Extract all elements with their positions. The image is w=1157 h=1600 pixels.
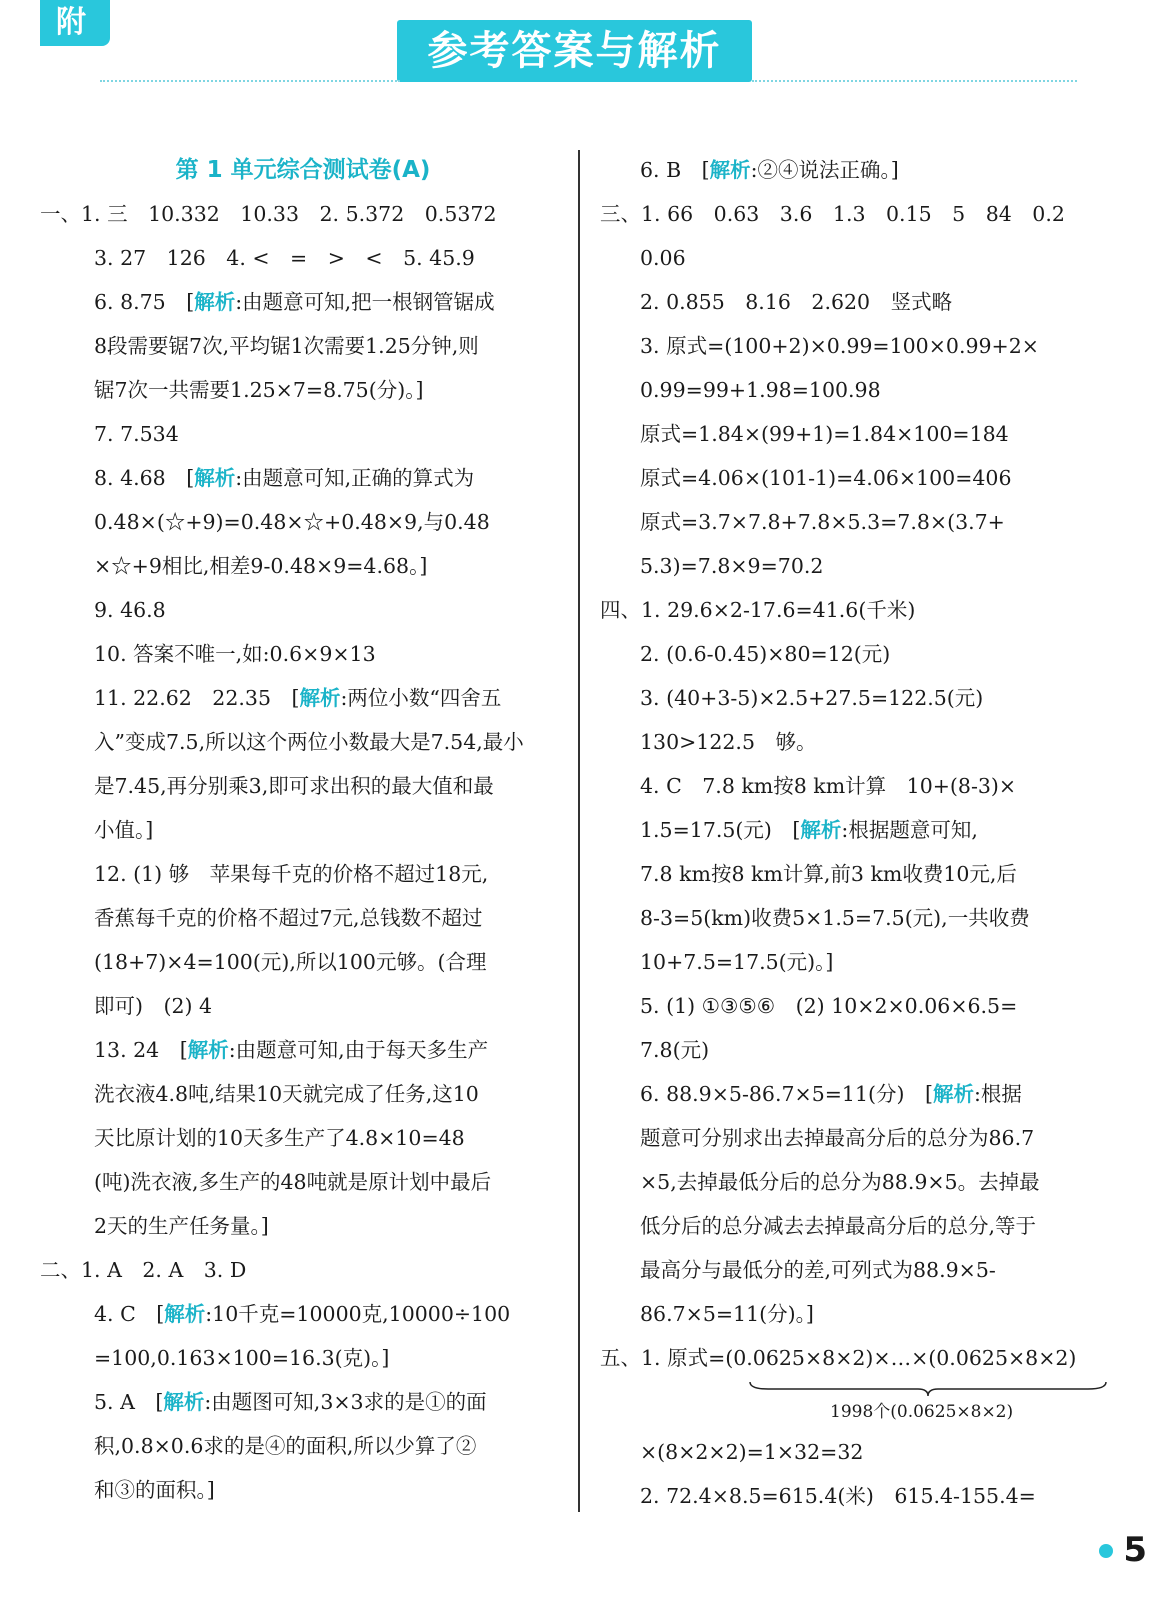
answer-line: 入”变成7.5,所以这个两位小数最大是7.54,最小 <box>94 730 524 754</box>
answer-line: 锯7次一共需要1.25×7=8.75(分)。] <box>94 378 424 402</box>
answer-line: 二、1. A 2. A 3. D <box>40 1258 247 1282</box>
dotted-rule-right <box>752 80 1077 82</box>
column-divider <box>578 150 580 1512</box>
answer-line: 0.48×(☆+9)=0.48×☆+0.48×9,与0.48 <box>94 510 490 534</box>
answer-line: (吨)洗衣液,多生产的48吨就是原计划中最后 <box>94 1170 492 1194</box>
dotted-rule-left <box>100 80 400 82</box>
analysis-tag: 解析 <box>187 1038 229 1062</box>
answer-line: 一、1. 三 10.332 10.33 2. 5.372 0.5372 <box>40 202 497 226</box>
brace-label: 1998个(0.0625×8×2) <box>830 1402 1014 1422</box>
answer-line: 和③的面积。] <box>94 1478 215 1502</box>
answer-line: 8段需要锯7次,平均锯1次需要1.25分钟,则 <box>94 334 479 358</box>
answer-line: 7. 7.534 <box>94 422 179 446</box>
answer-line: 是7.45,再分别乘3,即可求出积的最大值和最 <box>94 774 494 798</box>
answer-line: 低分后的总分减去去掉最高分后的总分,等于 <box>640 1214 1037 1238</box>
analysis-tag: 解析 <box>194 290 236 314</box>
answer-line: 12. (1) 够 苹果每千克的价格不超过18元, <box>94 862 489 886</box>
page-number: 5 <box>1123 1530 1147 1570</box>
answer-line: 原式=3.7×7.8+7.8×5.3=7.8×(3.7+ <box>640 510 1005 534</box>
unit-title: 第 1 单元综合测试卷(A) <box>175 157 431 183</box>
analysis-tag: 解析 <box>194 466 236 490</box>
answer-line: 三、1. 66 0.63 3.6 1.3 0.15 5 84 0.2 <box>600 202 1065 226</box>
answer-line: 8. 4.68 [解析:由题意可知,正确的算式为 <box>94 466 475 490</box>
analysis-tag: 解析 <box>800 818 842 842</box>
left-column <box>40 148 566 1512</box>
answer-line: 9. 46.8 <box>94 598 166 622</box>
answer-line: =100,0.163×100=16.3(克)。] <box>94 1346 390 1370</box>
right-column <box>600 148 1116 1518</box>
answer-line: 130>122.5 够。 <box>640 730 817 754</box>
answer-line: 原式=4.06×(101-1)=4.06×100=406 <box>640 466 1012 490</box>
answer-line: 4. C [解析:10千克=10000克,10000÷100 <box>94 1302 511 1326</box>
answer-line: ×5,去掉最低分后的总分为88.9×5。去掉最 <box>640 1170 1040 1194</box>
left-answer-lines <box>40 192 566 1512</box>
answer-line: 天比原计划的10天多生产了4.8×10=48 <box>94 1126 465 1150</box>
answer-line: 最高分与最低分的差,可列式为88.9×5- <box>640 1258 996 1282</box>
answer-line: 6. 88.9×5-86.7×5=11(分) [解析:根据 <box>640 1082 1022 1106</box>
brace-annotation <box>600 1380 1116 1430</box>
right-answer-lines <box>600 148 1116 1380</box>
page-title: 参考答案与解析 <box>397 20 752 82</box>
answer-line: 7.8(元) <box>640 1038 710 1062</box>
answer-line: 3. (40+3-5)×2.5+27.5=122.5(元) <box>640 686 984 710</box>
right-answer-lines-after <box>600 1430 1116 1518</box>
answer-line: 2. 72.4×8.5=615.4(米) 615.4-155.4= <box>640 1484 1036 1508</box>
answer-line: 洗衣液4.8吨,结果10天就完成了任务,这10 <box>94 1082 479 1106</box>
answer-line: 3. 原式=(100+2)×0.99=100×0.99+2× <box>640 334 1039 358</box>
answer-line: ×☆+9相比,相差9-0.48×9=4.68。] <box>94 554 428 578</box>
decor-dot <box>1099 1544 1113 1558</box>
answer-line: 7.8 km按8 km计算,前3 km收费10元,后 <box>640 862 1017 886</box>
answer-line: ×(8×2×2)=1×32=32 <box>640 1440 864 1464</box>
analysis-tag: 解析 <box>709 158 751 182</box>
answer-line: 5. A [解析:由题图可知,3×3求的是①的面 <box>94 1390 487 1414</box>
answer-line: 6. 8.75 [解析:由题意可知,把一根钢管锯成 <box>94 290 495 314</box>
answer-line: (18+7)×4=100(元),所以100元够。(合理 <box>94 950 487 974</box>
answer-line: 2天的生产任务量。] <box>94 1214 269 1238</box>
answer-line: 4. C 7.8 km按8 km计算 10+(8-3)× <box>640 774 1017 798</box>
answer-line: 11. 22.62 22.35 [解析:两位小数“四舍五 <box>94 686 502 710</box>
answer-line: 1.5=17.5(元) [解析:根据题意可知, <box>640 818 978 842</box>
answer-line: 5.3)=7.8×9=70.2 <box>640 554 824 578</box>
analysis-tag: 解析 <box>299 686 341 710</box>
answer-line: 五、1. 原式=(0.0625×8×2)×…×(0.0625×8×2) <box>600 1346 1077 1370</box>
answer-line: 积,0.8×0.6求的是④的面积,所以少算了② <box>94 1434 477 1458</box>
answer-line: 小值。] <box>94 818 154 842</box>
answer-line: 86.7×5=11(分)。] <box>640 1302 814 1326</box>
analysis-tag: 解析 <box>933 1082 974 1106</box>
answer-line: 10+7.5=17.5(元)。] <box>640 950 834 974</box>
answer-line: 0.99=99+1.98=100.98 <box>640 378 881 402</box>
answer-line: 3. 27 126 4. < = > < 5. 45.9 <box>94 246 475 270</box>
answer-line: 2. 0.855 8.16 2.620 竖式略 <box>640 290 953 314</box>
answer-line: 13. 24 [解析:由题意可知,由于每天多生产 <box>94 1038 489 1062</box>
answer-line: 10. 答案不唯一,如:0.6×9×13 <box>94 642 376 666</box>
answer-line: 5. (1) ①③⑤⑥ (2) 10×2×0.06×6.5= <box>640 994 1018 1018</box>
answer-line: 题意可分别求出去掉最高分后的总分为86.7 <box>640 1126 1035 1150</box>
answer-line: 2. (0.6-0.45)×80=12(元) <box>640 642 891 666</box>
analysis-tag: 解析 <box>164 1302 206 1326</box>
answer-line: 即可) (2) 4 <box>94 994 213 1018</box>
answer-line: 原式=1.84×(99+1)=1.84×100=184 <box>640 422 1009 446</box>
answer-line: 四、1. 29.6×2-17.6=41.6(千米) <box>600 598 916 622</box>
answer-line: 8-3=5(km)收费5×1.5=7.5(元),一共收费 <box>640 906 1030 930</box>
answer-line: 6. B [解析:②④说法正确。] <box>640 158 899 182</box>
answer-line: 0.06 <box>640 246 686 270</box>
analysis-tag: 解析 <box>163 1390 205 1414</box>
answer-line: 香蕉每千克的价格不超过7元,总钱数不超过 <box>94 906 483 930</box>
appendix-tab: 附 <box>40 0 110 46</box>
